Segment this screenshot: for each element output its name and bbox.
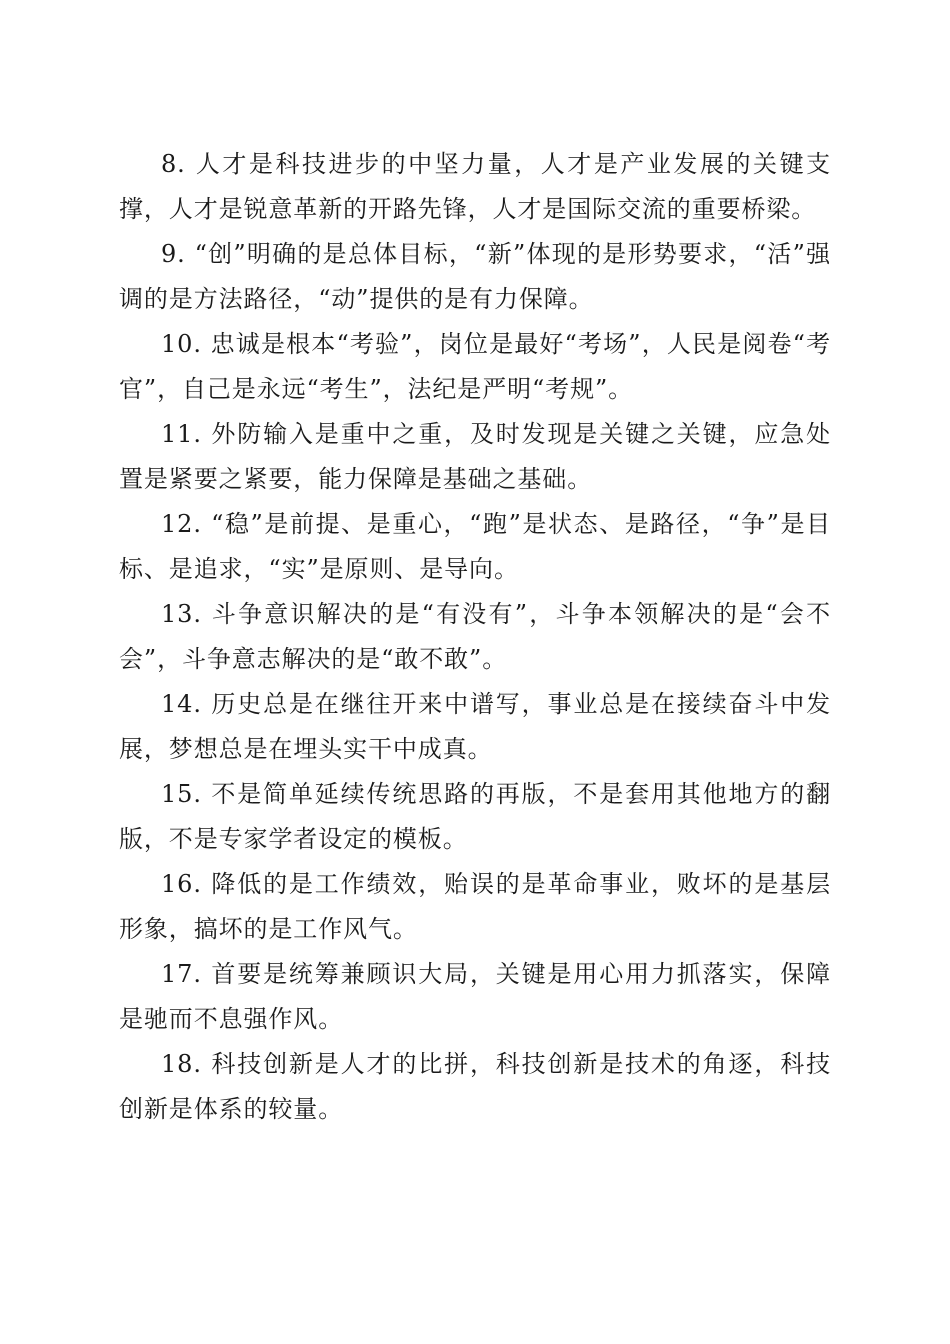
document-body [119,142,831,1132]
paragraph-18: 18. 科技创新是人才的比拼，科技创新是技术的角逐，科技创新是体系的较量。 [119,1050,831,1123]
paragraph-12: 12. “稳”是前提、是重心，“跑”是状态、是路径，“争”是目标、是追求，“实”是原则、是导向。 [119,510,831,583]
paragraph-13: 13. 斗争意识解决的是“有没有”，斗争本领解决的是“会不会”，斗争意志解决的是“敢不敢”。 [119,600,831,673]
paragraph-17: 17. 首要是统筹兼顾识大局，关键是用心用力抓落实，保障是驰而不息强作风。 [119,960,831,1033]
paragraph-16: 16. 降低的是工作绩效，贻误的是革命事业，败坏的是基层形象，搞坏的是工作风气。 [119,870,831,943]
paragraph-10: 10. 忠诚是根本“考验”，岗位是最好“考场”，人民是阅卷“考官”，自己是永远“考生”，法纪是严明“考规”。 [119,330,831,403]
paragraph-15: 15. 不是简单延续传统思路的再版，不是套用其他地方的翻版，不是专家学者设定的模板。 [119,780,831,853]
paragraph-8: 8. 人才是科技进步的中坚力量，人才是产业发展的关键支撑，人才是锐意革新的开路先锋，人才是国际交流的重要桥梁。 [119,150,831,223]
paragraph-14: 14. 历史总是在继往开来中谱写，事业总是在接续奋斗中发展，梦想总是在埋头实干中成真。 [119,690,831,763]
paragraph-9: 9. “创”明确的是总体目标，“新”体现的是形势要求，“活”强调的是方法路径，“动”提供的是有力保障。 [119,240,831,313]
paragraph-11: 11. 外防输入是重中之重，及时发现是关键之关键，应急处置是紧要之紧要，能力保障是基础之基础。 [119,420,831,493]
